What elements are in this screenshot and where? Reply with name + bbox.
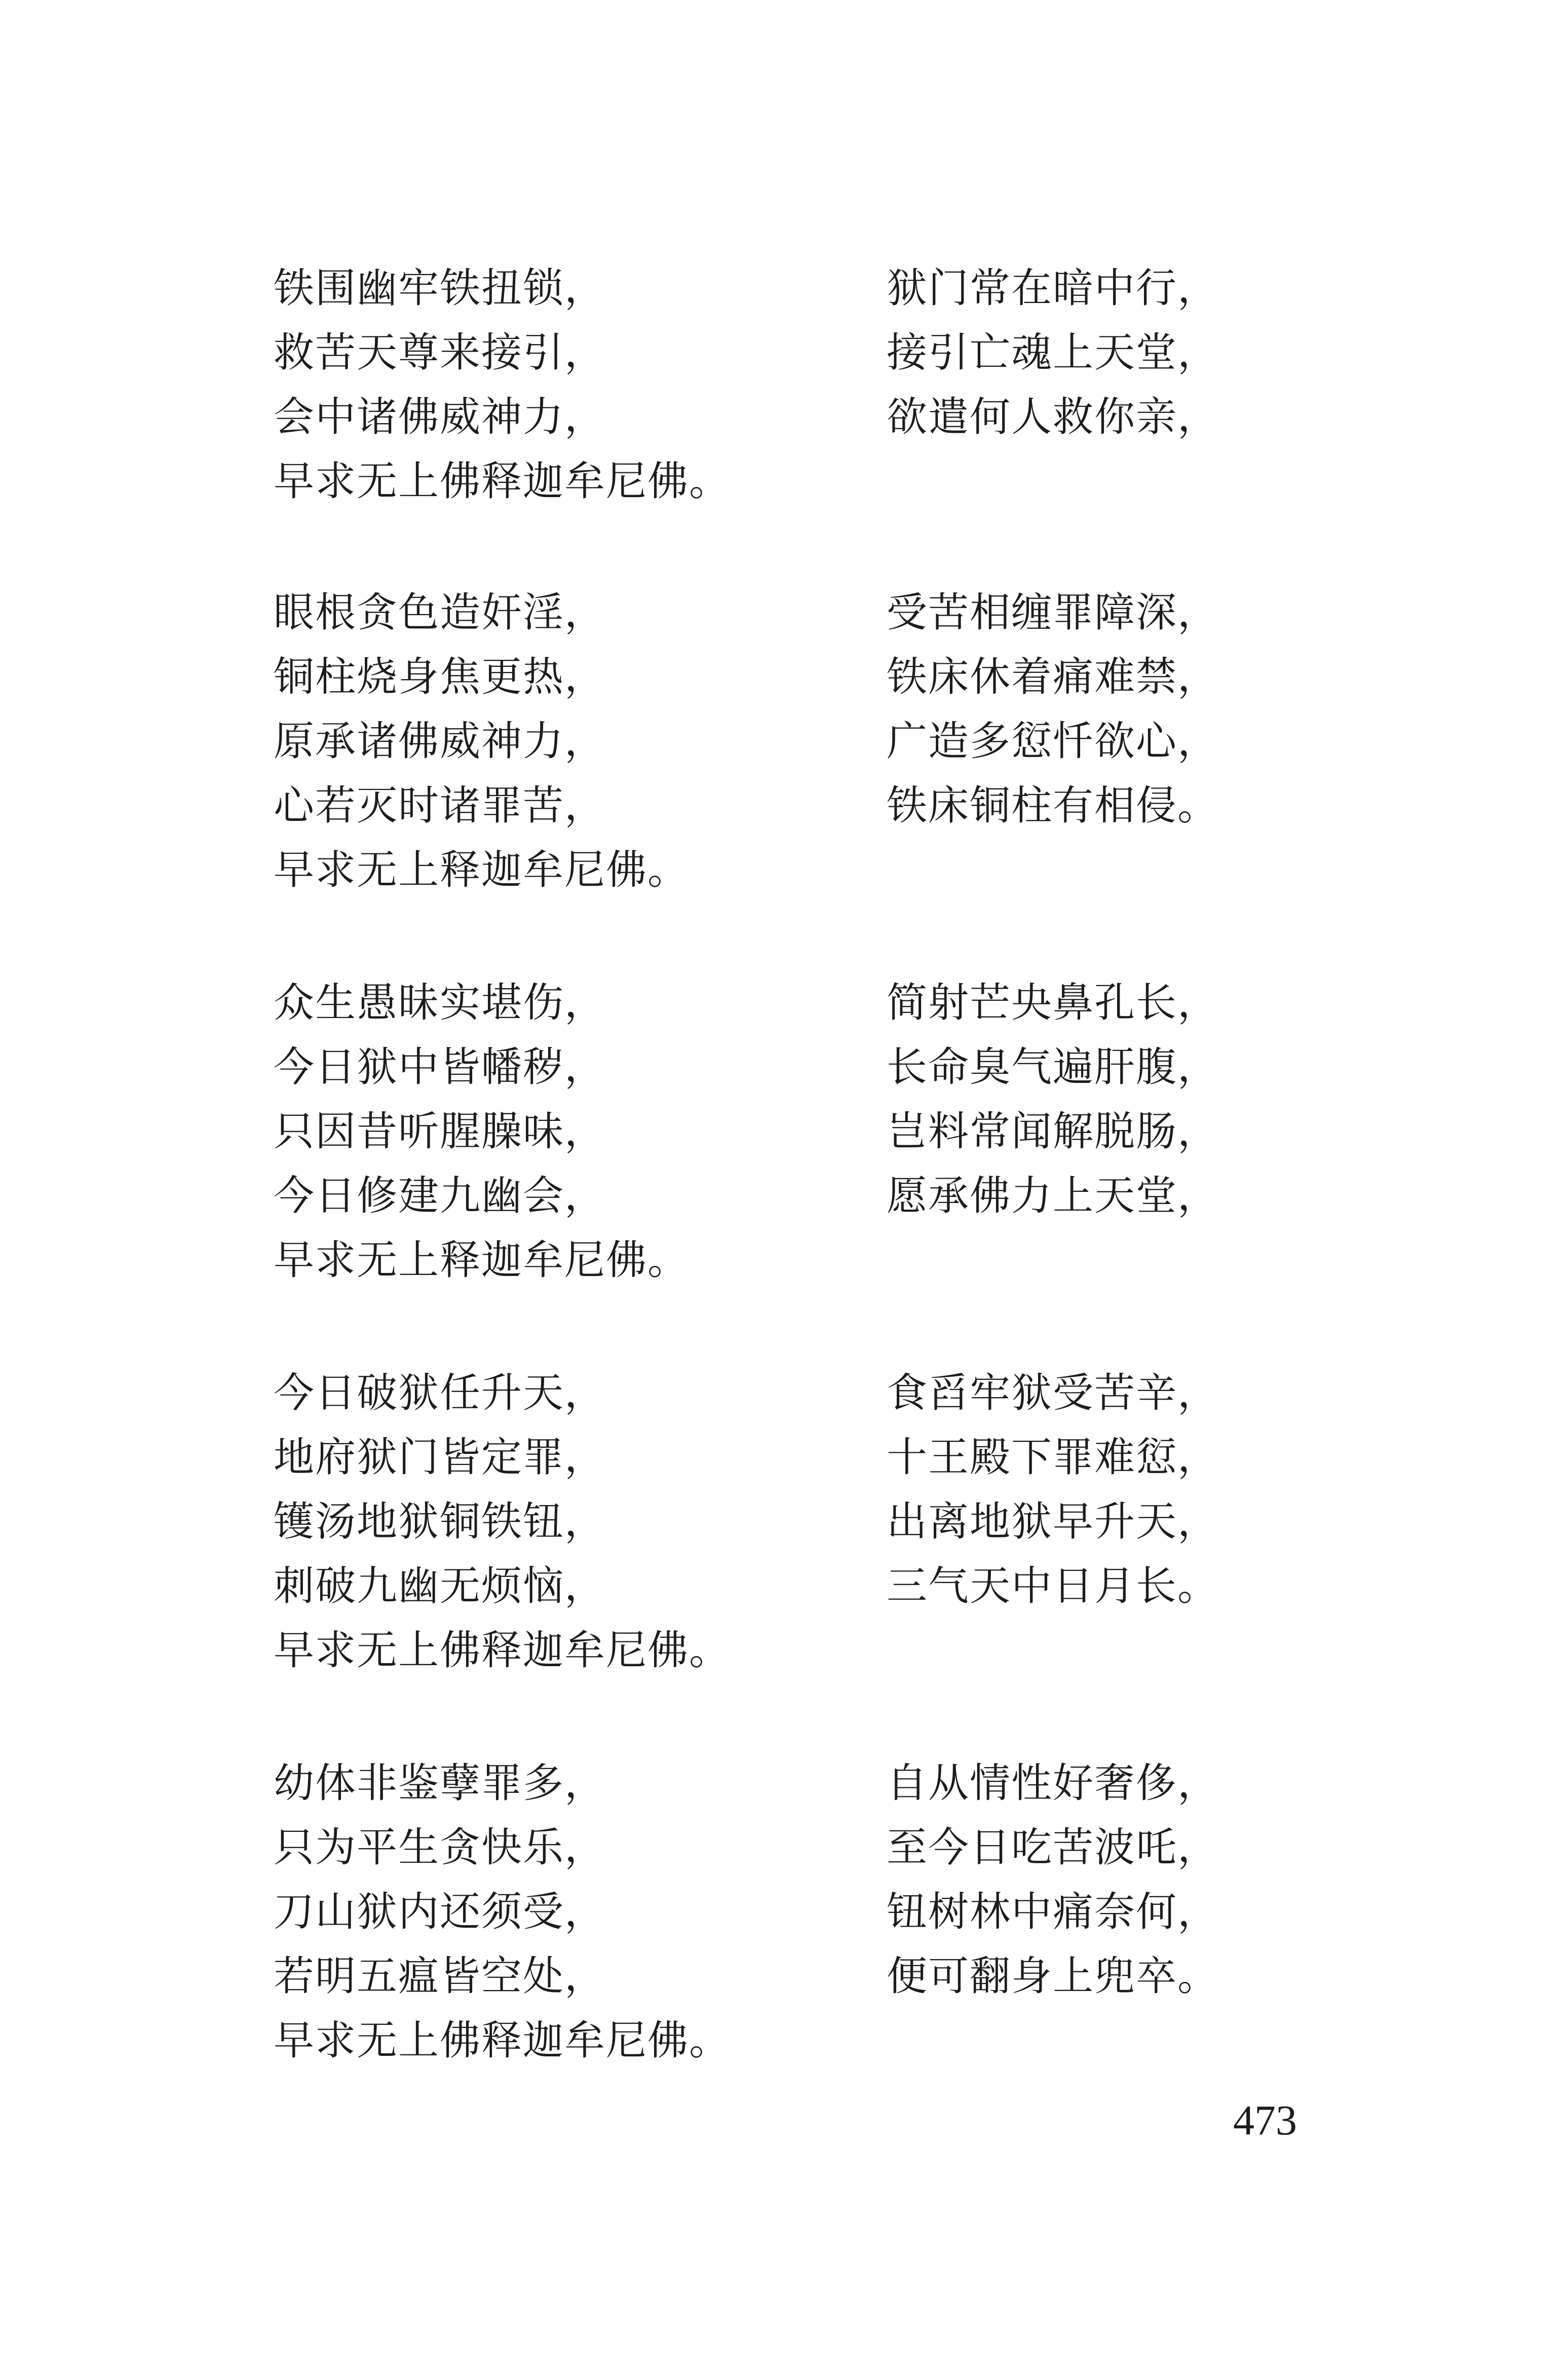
verse-line-left: 早求无上佛释迦牟尼佛。 xyxy=(274,458,731,505)
verse-line-right: 岂料常闻解脱肠， xyxy=(887,1108,1219,1155)
verse-line-left: 镬汤地狱铜铁钮， xyxy=(274,1498,606,1545)
verse-line-right: 铁床铜柱有相侵。 xyxy=(887,782,1219,829)
verse-line-right: 自从情性好奢侈， xyxy=(887,1759,1219,1807)
verse-line-left: 眼根贪色造奸淫， xyxy=(274,589,606,636)
verse-line-right: 长命臭气遍肝腹， xyxy=(887,1043,1219,1091)
verse-line-left: 只为平生贪快乐， xyxy=(274,1824,606,1871)
verse-line-right: 三气天中日月长。 xyxy=(887,1562,1219,1609)
verse-row xyxy=(274,709,1246,773)
verse-row xyxy=(274,320,1246,385)
verse-line-left: 早求无上佛释迦牟尼佛。 xyxy=(274,1627,731,1674)
verse-row xyxy=(274,1751,1246,1815)
verse-line-right: 食舀牢狱受苦辛， xyxy=(887,1369,1219,1416)
stanza xyxy=(274,1751,1246,2073)
verse-row xyxy=(274,1361,1246,1425)
verse-row xyxy=(274,838,1246,902)
verse-row xyxy=(274,1944,1246,2008)
verse-line-left: 救苦天尊来接引， xyxy=(274,329,606,376)
verse-line-left: 若明五瘟皆空处， xyxy=(274,1952,606,2000)
verse-line-right: 广造多愆忏欲心， xyxy=(887,718,1219,765)
stanza xyxy=(274,256,1246,513)
verse-row xyxy=(274,1163,1246,1228)
verse-line-right: 狱门常在暗中行， xyxy=(887,265,1219,312)
verse-line-left: 早求无上佛释迦牟尼佛。 xyxy=(274,2017,731,2064)
verse-line-left: 刀山狱内还须受， xyxy=(274,1888,606,1935)
verse-row xyxy=(274,2008,1246,2073)
verse-line-right: 出离地狱早升天， xyxy=(887,1498,1219,1545)
verse-row xyxy=(274,1489,1246,1554)
verse-row xyxy=(274,970,1246,1035)
verse-line-right: 铁床休着痛难禁， xyxy=(887,653,1219,700)
verse-row xyxy=(274,1035,1246,1099)
verse-line-left: 众生愚昧实堪伤， xyxy=(274,979,606,1026)
verse-line-left: 只因昔听腥臊味， xyxy=(274,1108,606,1155)
verse-line-left: 今日破狱任升天， xyxy=(274,1369,606,1416)
stanza xyxy=(274,580,1246,902)
verse-line-left: 地府狱门皆定罪， xyxy=(274,1434,606,1481)
verse-line-left: 今日狱中皆幡秽， xyxy=(274,1043,606,1091)
verse-row xyxy=(274,256,1246,320)
verse-line-right: 钮树林中痛奈何， xyxy=(887,1888,1219,1935)
verse-line-left: 幼体非鉴孽罪多， xyxy=(274,1759,606,1807)
stanza xyxy=(274,970,1246,1292)
verse-line-left: 铜柱烧身焦更热， xyxy=(274,653,606,700)
verse-line-right: 接引亡魂上天堂， xyxy=(887,329,1219,376)
verse-row xyxy=(274,1618,1246,1682)
verse-row xyxy=(274,1554,1246,1618)
verse-line-left: 早求无上释迦牟尼佛。 xyxy=(274,846,689,893)
stanza xyxy=(274,1361,1246,1682)
verse-line-left: 原承诸佛威神力， xyxy=(274,718,606,765)
verse-row xyxy=(274,773,1246,838)
verse-line-right: 便可翻身上兜卒。 xyxy=(887,1952,1219,2000)
verse-line-left: 刺破九幽无烦恼， xyxy=(274,1562,606,1609)
verse-line-left: 今日修建九幽会， xyxy=(274,1172,606,1219)
verse-line-right: 至今日吃苦波吒， xyxy=(887,1824,1219,1871)
verse-row xyxy=(274,1880,1246,1944)
verse-line-right: 十王殿下罪难愆， xyxy=(887,1434,1219,1481)
verse-line-right: 愿承佛力上天堂， xyxy=(887,1172,1219,1219)
verse-row xyxy=(274,1425,1246,1489)
verse-line-left: 心若灭时诸罪苦， xyxy=(274,782,606,829)
verse-line-left: 会中诸佛威神力， xyxy=(274,393,606,440)
verse-line-right: 简射芒央鼻孔长， xyxy=(887,979,1219,1026)
verse-row xyxy=(274,645,1246,709)
verse-line-right: 受苦相缠罪障深， xyxy=(887,589,1219,636)
verse-line-left: 铁围幽牢铁扭锁， xyxy=(274,265,606,312)
page-number: 473 xyxy=(1233,2097,1297,2144)
verse-row xyxy=(274,580,1246,645)
verse-row xyxy=(274,1228,1246,1292)
verse-line-right: 欲遣何人救你亲， xyxy=(887,393,1219,440)
verse-line-left: 早求无上释迦牟尼佛。 xyxy=(274,1236,689,1284)
verse-row xyxy=(274,1099,1246,1163)
verse-row xyxy=(274,449,1246,513)
verse-row xyxy=(274,385,1246,449)
verse-row xyxy=(274,1815,1246,1880)
